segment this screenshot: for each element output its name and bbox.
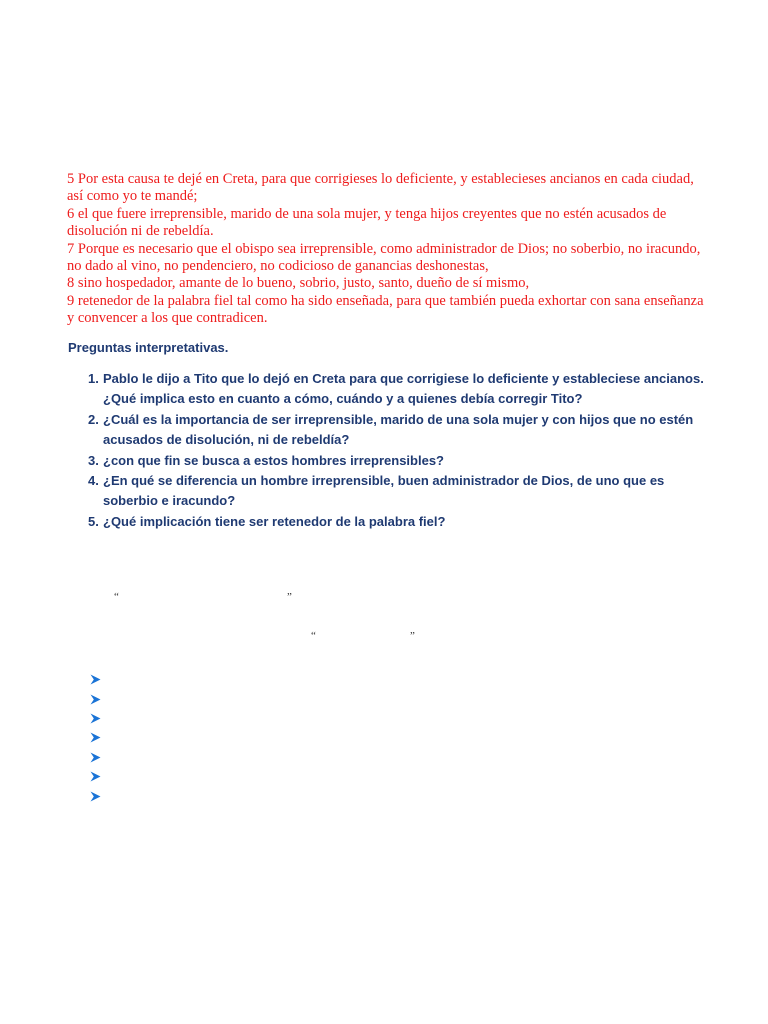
question-number: 4. [88, 473, 99, 489]
question-number: 5. [88, 513, 99, 529]
arrow-bullet-icon [90, 674, 101, 685]
question-text: ¿Qué implicación tiene ser retenedor de la palabra fiel? [103, 513, 446, 529]
question-number: 2. [88, 411, 99, 427]
question-number: 1. [88, 371, 99, 386]
arrow-bullet-icon [90, 694, 101, 705]
arrow-bullet-icon [90, 732, 101, 743]
verse-8: 8 sino hospedador, amante de lo bueno, sobrio, justo, santo, dueño de sí mismo, [67, 275, 530, 292]
verse-5: 5 Por esta causa te dejé en Creta, para que corrigieses lo deficiente, y establecieses ancianos en cada ciudad, así como yo te mandé; [67, 171, 694, 205]
question-text: Pablo le dijo a Tito que lo dejó en Creta para que corrigiese lo deficiente y estableciese ancianos. ¿Qué implica esto en cuanto a cómo, cuándo y a quienes debía corregir Tito? [103, 371, 704, 407]
list-item [90, 689, 101, 708]
section-heading: Preguntas interpretativas. [68, 340, 229, 355]
question-text: ¿Cuál es la importancia de ser irreprensible, marido de una sola mujer y con hijos que no estén acusados de disolución, ni de rebeldía? [103, 411, 694, 448]
list-item [90, 709, 101, 728]
question-item [88, 451, 708, 471]
open-quote-mark: “ [311, 630, 316, 642]
list-item [90, 728, 101, 747]
list-item [90, 767, 101, 786]
arrow-bullet-icon [90, 713, 101, 724]
arrow-bullet-icon [90, 752, 101, 763]
open-quote-mark: “ [114, 591, 119, 603]
arrow-bullet-icon [90, 791, 101, 802]
question-item [88, 512, 708, 532]
question-item [88, 471, 708, 512]
scripture-passage [67, 171, 707, 328]
empty-bullet-list [90, 670, 101, 806]
question-item [88, 410, 708, 451]
verse-9: 9 retenedor de la palabra fiel tal como ha sido enseñada, para que también pueda exhortar con sana enseñanza y convencer a los que contradicen. [67, 292, 704, 327]
close-quote-mark: ” [410, 630, 415, 642]
verse-6: 6 el que fuere irreprensible, marido de una sola mujer, y tenga hijos creyentes que no estén acusados de disolución ni de rebeldía. [67, 205, 667, 240]
close-quote-mark: ” [287, 591, 292, 603]
list-item [90, 786, 101, 805]
question-number: 3. [88, 452, 99, 468]
question-text: ¿con que fin se busca a estos hombres irreprensibles? [103, 452, 444, 468]
list-item [90, 670, 101, 689]
arrow-bullet-icon [90, 771, 101, 782]
question-item [88, 369, 708, 410]
question-list [88, 369, 708, 532]
verse-7: 7 Porque es necesario que el obispo sea irreprensible, como administrador de Dios; no soberbio, no iracundo, no dado al vino, no pendenciero, no codicioso de ganancias deshonestas, [67, 240, 701, 275]
list-item [90, 748, 101, 767]
question-text: ¿En qué se diferencia un hombre irreprensible, buen administrador de Dios, de uno que es soberbio e iracundo? [103, 473, 665, 509]
